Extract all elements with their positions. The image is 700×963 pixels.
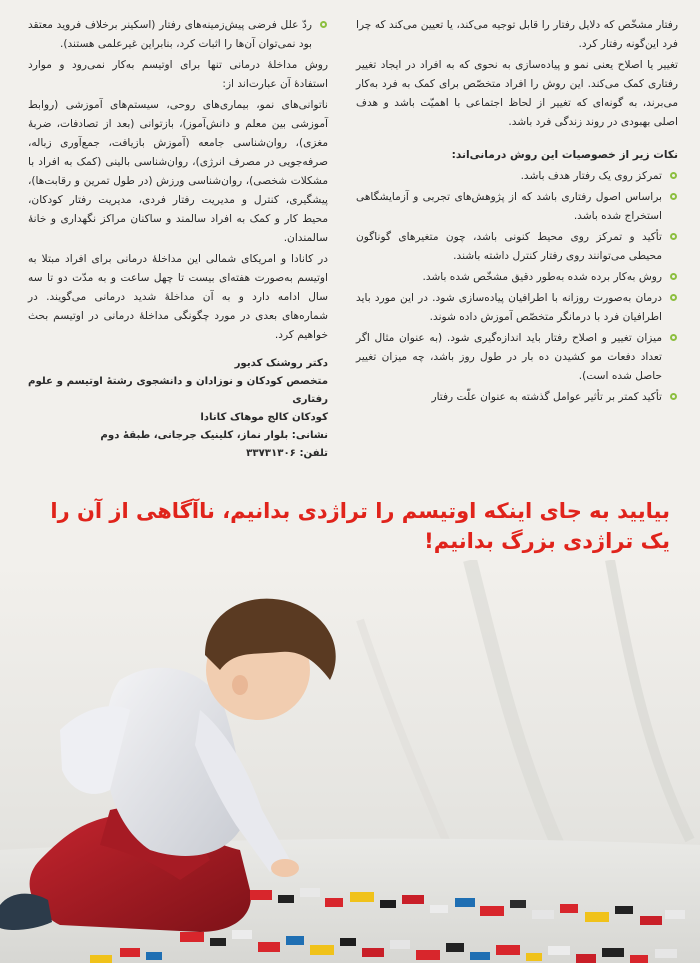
author-signature [28,355,328,463]
bullet-icon [670,233,677,240]
list-item: تأکید کمتر بر تأثیر عوامل گذشته به عنوان علّت رفتار [356,388,678,407]
author-phone: تلفن: ۳۳۷۳۱۳۰۶ [246,448,328,459]
list-item: تمرکز روی یک رفتار هدف باشد. [356,167,678,186]
list-item: درمان به‌صورت روزانه با اطرافیان پیاده‌سازی شود. در این مورد باید اطرافیان فرد با درمانگر متخصّص آموزش داده شوند. [356,289,678,327]
pull-quote: بیایید به جای اینکه اوتیسم را تراژدی بدانیم، ناآگاهی از آن را یک تراژدی بزرگ بدانیم! [50,499,670,553]
bullet-icon [670,193,677,200]
bullet-icon [320,21,327,28]
list-item: ردّ علل فرضی پیش‌زمینه‌های رفتار (اسکینر برخلاف فروید معتقد بود نمی‌توان آن‌ها را اثبات کرد، بنابراین غیرعلمی هستند). [28,16,328,54]
phone-number: ۳۳۷۳۱۳۰۶ [246,448,296,459]
features-list-continued [28,16,328,54]
author-address: نشانی: بلوار نماز، کلینیک جرجانی، طبقهٔ دوم [100,430,328,441]
list-item: تأکید و تمرکز روی محیط کنونی باشد، چون متغیرهای گوناگون محیطی می‌توانند روی رفتار کنترل داشته باشند. [356,228,678,266]
features-list [356,167,678,407]
child-with-blocks-photo [0,560,700,963]
right-column [356,16,678,409]
list-item: میزان تغییر و اصلاح رفتار باید اندازه‌گیری شود. (به عنوان مثال اگر تعداد دفعات مو کشیدن ده بار در طول روز باشد، چه میزان تغییر حاصل شده است). [356,329,678,386]
canada-paragraph: در کانادا و امریکای شمالی این مداخلهٔ درمانی برای افراد مبتلا به اوتیسم به‌صورت هفته‌ای بیست تا چهل ساعت و به مدّت دو تا سه سال ادامه دارد و به آن مداخلهٔ شدید درمانی می‌گویند. در شماره‌های بعدی در مورد چگونگی مداخلهٔ درمانی در اوتیسم بحث خواهیم کرد. [28,253,328,341]
features-heading: نکات زیر از خصوصیات این روش درمانی‌اند: [451,149,678,161]
list-item: براساس اصول رفتاری باشد که از پژوهش‌های تجربی و آزمایشگاهی استخراج شده باشد. [356,188,678,226]
bullet-icon [670,172,677,179]
list-item: روش به‌کار برده شده به‌طور دقیق مشخّص شده باشد. [356,268,678,287]
usage-paragraph: روش مداخلهٔ درمانی تنها برای اوتیسم به‌کار نمی‌رود و موارد استفادهٔ آن عبارت‌اند از: [28,59,328,90]
bullet-icon [670,393,677,400]
left-column [28,16,328,463]
author-title: متخصص کودکان و نوزادان و دانشجوی رشتهٔ اوتیسم و علوم رفتاری [28,376,328,405]
author-college: کودکان کالج موهاک کانادا [200,412,328,423]
bullet-icon [670,273,677,280]
bullet-icon [670,294,677,301]
author-name: دکتر روشنک کدیور [234,358,328,369]
applications-paragraph: ناتوانی‌های نمو، بیماری‌های روحی، سیستم‌های آموزشی (روابط آموزشی بین معلم و دانش‌آموز)، بازتوانی (بعد از تصادفات، ضربهٔ مغزی)، روان‌شناسی جامعه (آموزش بازیافت، جمع‌آوری زباله، صرفه‌جویی در مصرف انرژی)، روان‌شناسی بالینی (کمک به افراد با مشکلات شخصی)، روان‌شناسی ورزش (در طول تمرین و رقابت‌ها)، پیشگیری، کنترل و مدیریت رفتار فردی، مدیریت رفتار کودکان، محیط کار و کمک به افراد سالمند و ساکنان مراکز نگهداری و خانهٔ سالمندان. [28,99,328,244]
intro-paragraph: رفتار مشخّص که دلایل رفتار را قابل توجیه می‌کند، یا تعیین می‌کند که چرا فرد این‌گونه رفتار کرد. [356,19,678,50]
modification-paragraph: تغییر یا اصلاح یعنی نمو و پیاده‌سازی به نحوی که به افراد در ایجاد تغییر رفتاری کمک می‌کند. این روش را افراد متخصّص برای کمک به فرد به‌کار می‌برند، به گونه‌ای که تغییر از لحاظ اجتماعی با اهمیّت باشد و هدف اصلی بهبودی در روند زندگی فرد باشد. [356,59,678,128]
bullet-icon [670,334,677,341]
